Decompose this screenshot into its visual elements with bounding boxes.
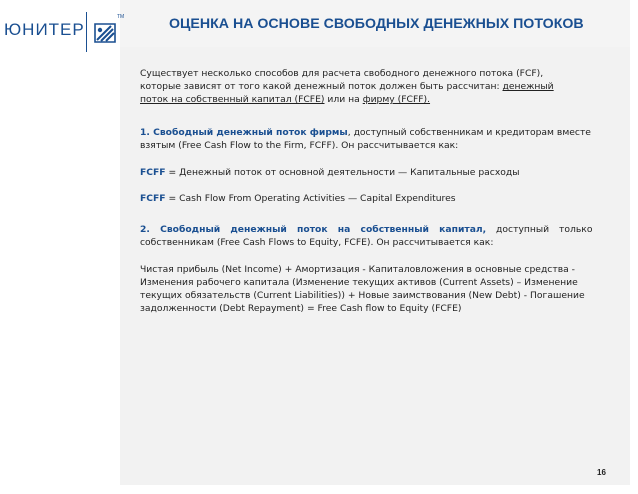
formula-fcfe-line-4: задолженности (Debt Repayment) = Free Cash flow to Equity (FCFE) bbox=[140, 303, 462, 314]
fcfe-link-part1[interactable]: денежный bbox=[502, 81, 554, 92]
formula-fcfe-line-2: Изменения рабочего капитала (Изменение текущих активов (Current Assets) – Изменение bbox=[140, 277, 578, 288]
formula-fcff-text: = Денежный поток от основной деятельности — Капитальные расходы bbox=[165, 167, 520, 178]
section2-line-1 bbox=[140, 223, 612, 236]
intro-paragraph bbox=[140, 67, 612, 106]
formula-fcff-ru bbox=[140, 166, 612, 179]
intro-connector: или на bbox=[324, 94, 363, 105]
logo-divider bbox=[86, 12, 87, 52]
page-title: ОЦЕНКА НА ОСНОВЕ СВОБОДНЫХ ДЕНЕЖНЫХ ПОТОКОВ bbox=[169, 16, 584, 32]
formula-fcfe bbox=[140, 263, 612, 315]
intro-line-2 bbox=[140, 80, 612, 93]
intro-line-1: Существует несколько способов для расчета свободного денежного потока (FCF), bbox=[140, 68, 544, 79]
section2-paragraph bbox=[140, 223, 612, 249]
section2-heading: 2. Свободный денежный поток на собственный капитал, bbox=[140, 224, 487, 235]
section1-text: , доступный собственникам и кредиторам вместе bbox=[347, 127, 591, 138]
logo-text: ЮНИТЕР bbox=[4, 20, 85, 39]
formula-fcff-en-text: = Cash Flow From Operating Activities — Capital Expenditures bbox=[165, 193, 456, 204]
formula-fcff-en bbox=[140, 192, 612, 205]
fcfe-link[interactable]: поток на собственный капитал (FCFE) bbox=[140, 94, 325, 105]
page-number: 16 bbox=[597, 468, 606, 477]
section2-line-2: собственникам (Free Cash Flows to Equity, FCFE). Он рассчитывается как: bbox=[140, 237, 494, 248]
section2-text: доступный только bbox=[486, 224, 593, 235]
formula-fcff-label: FCFF bbox=[140, 167, 166, 178]
formula-fcfe-line-3: текущих обязательств (Current Liabilities)) + Новые заимствования (New Debt) - Погашение bbox=[140, 290, 585, 301]
fcff-link[interactable]: фирму (FCFF). bbox=[362, 94, 431, 105]
intro-text: которые зависят от того какой денежный поток должен быть рассчитан: bbox=[140, 81, 503, 92]
logo-trademark: TM bbox=[117, 14, 125, 20]
intro-line-3 bbox=[140, 93, 612, 106]
section1-heading: 1. Свободный денежный поток фирмы bbox=[140, 127, 348, 138]
section1-line-1 bbox=[140, 126, 612, 139]
formula-fcfe-line-1: Чистая прибыль (Net Income) + Амортизация - Капиталовложения в основные средства - bbox=[140, 264, 575, 275]
section1-paragraph bbox=[140, 126, 612, 152]
section1-line-2: взятым (Free Cash Flow to the Firm, FCFF). Он рассчитывается как: bbox=[140, 140, 459, 151]
diagonal-stripes-logo-icon bbox=[93, 22, 117, 44]
formula-fcff-en-label: FCFF bbox=[140, 193, 166, 204]
